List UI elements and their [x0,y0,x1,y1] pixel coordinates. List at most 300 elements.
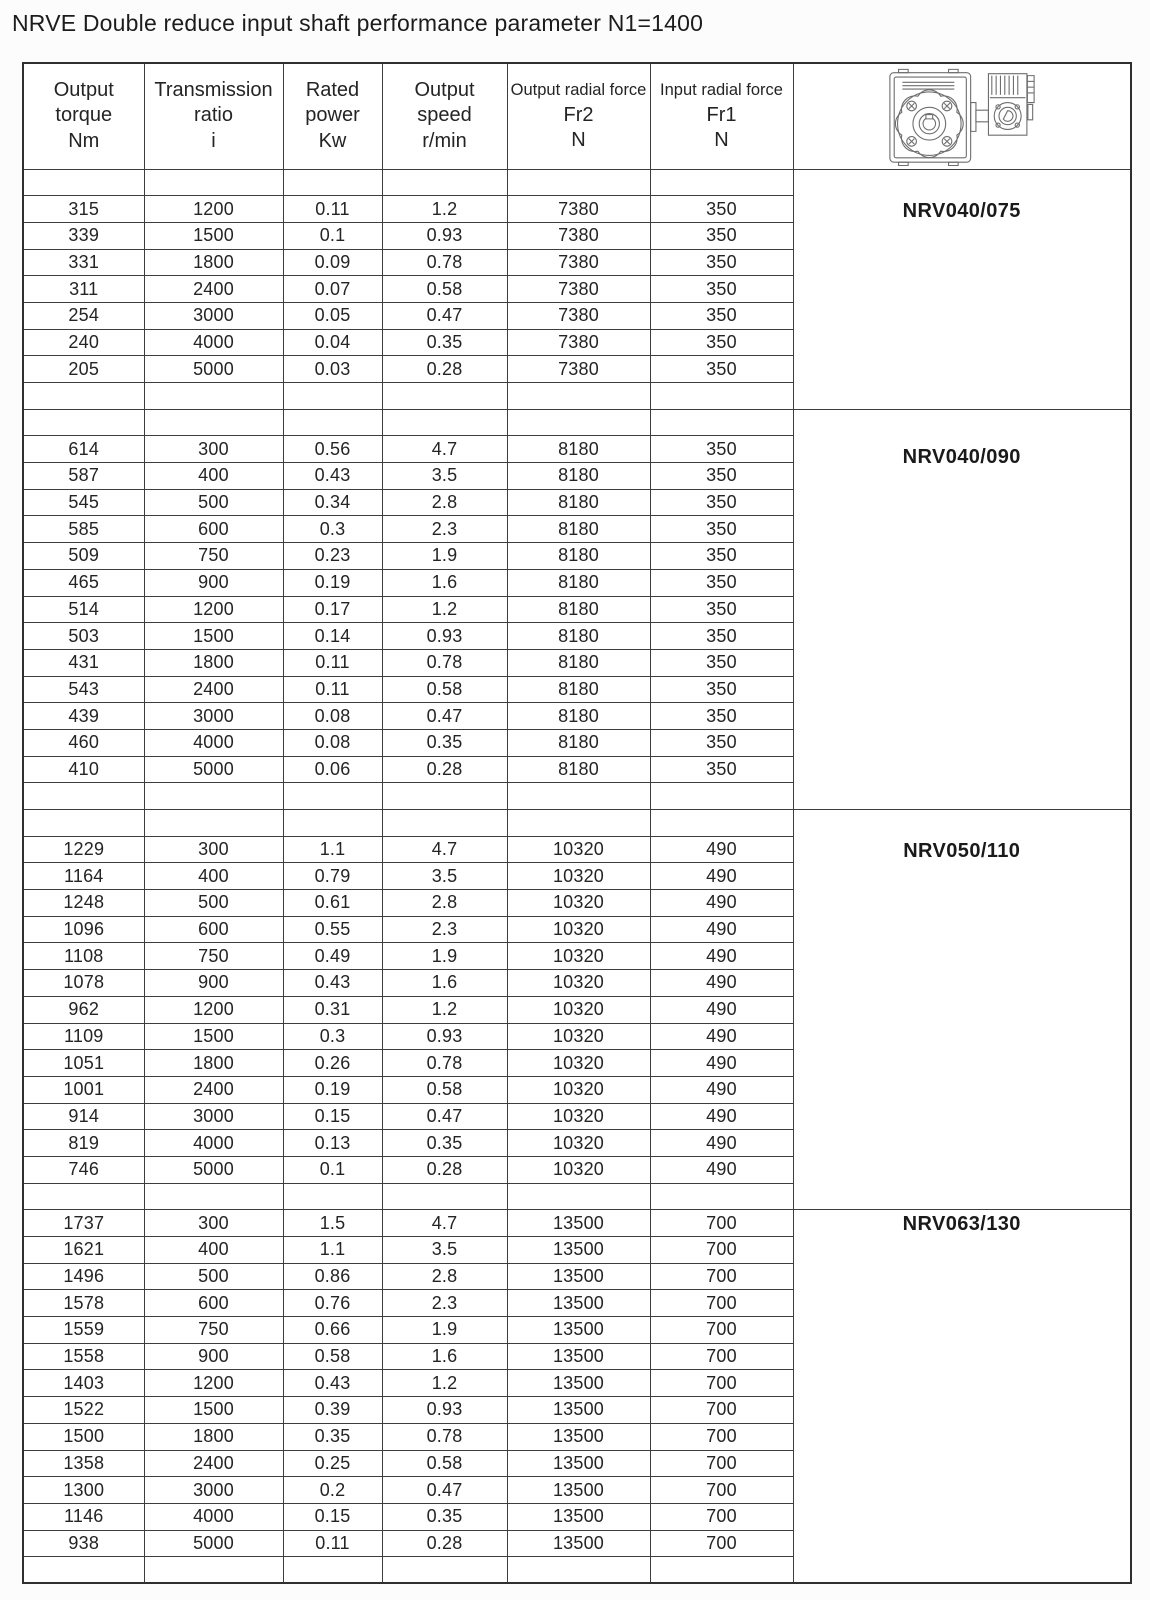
data-cell: 1096 [23,916,144,943]
header-line: i [211,130,216,153]
spacer-cell [23,169,144,196]
data-cell: 3000 [144,302,283,329]
spacer-cell [650,383,793,410]
data-cell: 750 [144,943,283,970]
data-cell: 350 [650,729,793,756]
data-cell: 13500 [507,1237,650,1264]
data-cell: 1500 [144,623,283,650]
data-cell: 509 [23,543,144,570]
spacer-cell [382,783,507,810]
data-cell: 1496 [23,1263,144,1290]
data-cell: 0.78 [382,1050,507,1077]
page-title: NRVE Double reduce input shaft performance parameter N1=1400 [12,10,704,36]
data-cell: 1621 [23,1237,144,1264]
data-cell: 0.55 [283,916,382,943]
data-cell: 700 [650,1530,793,1557]
header-line: Output [414,78,475,101]
data-cell: 8180 [507,516,650,543]
header-line: Fr1 [706,103,737,126]
data-cell: 0.15 [283,1503,382,1530]
data-cell: 350 [650,302,793,329]
data-cell: 0.15 [283,1103,382,1130]
header-line: Kw [318,130,347,153]
data-cell: 1078 [23,970,144,997]
data-cell: 0.78 [382,649,507,676]
data-cell: 0.19 [283,1076,382,1103]
data-cell: 3.5 [382,463,507,490]
data-cell: 0.49 [283,943,382,970]
data-cell: 490 [650,943,793,970]
data-cell: 900 [144,970,283,997]
data-cell: 0.93 [382,623,507,650]
spacer-cell [382,409,507,436]
model-cell [793,1210,1131,1584]
spacer-cell [650,810,793,837]
data-cell: 13500 [507,1343,650,1370]
data-cell: 700 [650,1503,793,1530]
data-cell: 8180 [507,436,650,463]
col-header-output-radial-force [507,63,650,169]
data-cell: 2400 [144,1450,283,1477]
data-cell: 8180 [507,623,650,650]
data-cell: 750 [144,543,283,570]
data-cell: 2.3 [382,1290,507,1317]
data-cell: 400 [144,863,283,890]
data-cell: 315 [23,196,144,223]
data-cell: 490 [650,1156,793,1183]
header-line: r/min [422,130,467,153]
data-cell: 750 [144,1317,283,1344]
data-cell: 311 [23,276,144,303]
data-cell: 3.5 [382,1237,507,1264]
data-cell: 1300 [23,1477,144,1504]
data-cell: 1737 [23,1210,144,1237]
spacer-cell [23,810,144,837]
data-cell: 0.11 [283,649,382,676]
data-cell: 0.28 [382,1530,507,1557]
data-cell: 0.28 [382,356,507,383]
data-cell: 0.35 [382,729,507,756]
col-header-transmission-ratio [144,63,283,169]
data-cell: 819 [23,1130,144,1157]
data-cell: 1500 [144,1397,283,1424]
data-cell: 587 [23,463,144,490]
spacer-cell [382,169,507,196]
model-cell [793,409,1131,809]
spacer-cell [23,383,144,410]
data-cell: 7380 [507,329,650,356]
data-cell: 13500 [507,1477,650,1504]
spacer-cell [382,1183,507,1210]
data-cell: 514 [23,596,144,623]
data-cell: 1500 [144,1023,283,1050]
data-cell: 1051 [23,1050,144,1077]
data-cell: 8180 [507,756,650,783]
data-cell: 1109 [23,1023,144,1050]
data-cell: 700 [650,1450,793,1477]
data-cell: 1.1 [283,836,382,863]
data-cell: 1500 [23,1423,144,1450]
header-line: Fr2 [563,103,594,126]
data-cell: 350 [650,489,793,516]
header-line: torque [55,104,113,127]
model-label: NRV063/130 [902,1213,1021,1236]
data-cell: 0.79 [283,863,382,890]
data-cell: 1558 [23,1343,144,1370]
model-cell [793,810,1131,1210]
spacer-cell [382,1557,507,1584]
data-cell: 439 [23,703,144,730]
performance-table [22,62,1132,1584]
data-cell: 7380 [507,196,650,223]
data-cell: 490 [650,1050,793,1077]
data-cell: 350 [650,596,793,623]
data-cell: 585 [23,516,144,543]
data-cell: 1403 [23,1370,144,1397]
data-cell: 1.9 [382,543,507,570]
data-cell: 0.78 [382,249,507,276]
data-cell: 8180 [507,543,650,570]
data-cell: 410 [23,756,144,783]
data-cell: 13500 [507,1423,650,1450]
data-cell: 0.47 [382,703,507,730]
data-cell: 8180 [507,649,650,676]
spacer-cell [144,783,283,810]
data-cell: 0.25 [283,1450,382,1477]
data-cell: 490 [650,916,793,943]
data-cell: 4000 [144,1130,283,1157]
header-line: Transmission [154,78,273,101]
data-cell: 490 [650,836,793,863]
spacer-cell [283,810,382,837]
data-cell: 10320 [507,863,650,890]
data-cell: 1.6 [382,1343,507,1370]
data-cell: 13500 [507,1503,650,1530]
data-cell: 1.6 [382,569,507,596]
data-cell: 3.5 [382,863,507,890]
data-cell: 543 [23,676,144,703]
data-cell: 0.93 [382,222,507,249]
data-cell: 0.3 [283,1023,382,1050]
spacer-cell [23,409,144,436]
data-cell: 0.47 [382,1103,507,1130]
data-cell: 700 [650,1397,793,1424]
data-cell: 7380 [507,302,650,329]
data-cell: 13500 [507,1317,650,1344]
spacer-cell [650,1557,793,1584]
data-cell: 700 [650,1237,793,1264]
data-cell: 2400 [144,676,283,703]
data-cell: 0.09 [283,249,382,276]
col-header-rated-power [283,63,382,169]
table-body [23,169,1131,1583]
data-cell: 13500 [507,1290,650,1317]
data-cell: 600 [144,916,283,943]
data-cell: 254 [23,302,144,329]
data-cell: 0.35 [382,1130,507,1157]
data-cell: 7380 [507,276,650,303]
data-cell: 7380 [507,249,650,276]
data-cell: 2.3 [382,516,507,543]
data-cell: 0.08 [283,703,382,730]
data-cell: 2.3 [382,916,507,943]
data-cell: 0.58 [382,1450,507,1477]
data-cell: 1800 [144,649,283,676]
data-cell: 4000 [144,729,283,756]
data-cell: 4.7 [382,436,507,463]
data-cell: 0.31 [283,996,382,1023]
data-cell: 350 [650,222,793,249]
data-cell: 10320 [507,1023,650,1050]
spacer-cell [144,409,283,436]
data-cell: 350 [650,569,793,596]
data-cell: 0.58 [382,276,507,303]
data-cell: 0.07 [283,276,382,303]
data-cell: 3000 [144,1103,283,1130]
spacer-cell [650,783,793,810]
data-cell: 13500 [507,1263,650,1290]
data-cell: 431 [23,649,144,676]
data-cell: 8180 [507,703,650,730]
gearbox-image-cell [793,63,1131,169]
data-cell: 400 [144,463,283,490]
data-cell: 350 [650,676,793,703]
data-cell: 1248 [23,890,144,917]
spacer-cell [650,409,793,436]
data-cell: 0.06 [283,756,382,783]
data-cell: 8180 [507,489,650,516]
data-cell: 10320 [507,836,650,863]
data-cell: 1800 [144,249,283,276]
data-cell: 500 [144,489,283,516]
header-line: N [571,129,586,152]
data-cell: 0.58 [283,1343,382,1370]
spacer-cell [507,810,650,837]
data-cell: 10320 [507,1076,650,1103]
data-cell: 1522 [23,1397,144,1424]
data-cell: 600 [144,516,283,543]
data-cell: 0.43 [283,1370,382,1397]
data-cell: 614 [23,436,144,463]
spacer-row [23,169,1131,196]
data-cell: 1.6 [382,970,507,997]
data-cell: 1200 [144,196,283,223]
data-cell: 5000 [144,1530,283,1557]
spacer-cell [507,169,650,196]
spacer-cell [23,1183,144,1210]
data-cell: 1200 [144,996,283,1023]
data-cell: 1200 [144,596,283,623]
spacer-cell [382,810,507,837]
data-cell: 0.58 [382,1076,507,1103]
data-cell: 490 [650,863,793,890]
data-cell: 5000 [144,1156,283,1183]
header-line: Nm [68,130,100,153]
data-cell: 350 [650,276,793,303]
table-row [23,1210,1131,1237]
data-cell: 500 [144,1263,283,1290]
data-cell: 5000 [144,756,283,783]
data-cell: 0.66 [283,1317,382,1344]
data-cell: 962 [23,996,144,1023]
data-cell: 339 [23,222,144,249]
data-cell: 0.17 [283,596,382,623]
model-label: NRV040/090 [902,445,1021,468]
data-cell: 8180 [507,569,650,596]
data-cell: 465 [23,569,144,596]
model-cell [793,169,1131,409]
data-cell: 1.9 [382,943,507,970]
data-cell: 1800 [144,1423,283,1450]
data-cell: 350 [650,516,793,543]
data-cell: 0.93 [382,1023,507,1050]
data-cell: 0.93 [382,1397,507,1424]
data-cell: 0.23 [283,543,382,570]
spacer-cell [507,409,650,436]
data-cell: 0.13 [283,1130,382,1157]
data-cell: 1200 [144,1370,283,1397]
spacer-cell [144,1557,283,1584]
data-cell: 7380 [507,356,650,383]
spacer-cell [23,1557,144,1584]
spacer-cell [382,383,507,410]
data-cell: 300 [144,1210,283,1237]
data-cell: 8180 [507,729,650,756]
data-cell: 700 [650,1477,793,1504]
data-cell: 350 [650,249,793,276]
data-cell: 1.2 [382,196,507,223]
data-cell: 1559 [23,1317,144,1344]
data-cell: 4.7 [382,1210,507,1237]
data-cell: 10320 [507,916,650,943]
data-cell: 490 [650,970,793,997]
spacer-cell [144,810,283,837]
header-line: power [305,104,360,127]
data-cell: 0.08 [283,729,382,756]
data-cell: 900 [144,569,283,596]
spacer-row [23,409,1131,436]
data-cell: 2.8 [382,489,507,516]
data-cell: 10320 [507,1156,650,1183]
data-cell: 700 [650,1263,793,1290]
data-cell: 350 [650,356,793,383]
data-cell: 3000 [144,703,283,730]
data-cell: 10320 [507,1130,650,1157]
spacer-cell [507,783,650,810]
data-cell: 0.61 [283,890,382,917]
data-cell: 700 [650,1423,793,1450]
data-cell: 746 [23,1156,144,1183]
data-cell: 1108 [23,943,144,970]
data-cell: 3000 [144,1477,283,1504]
data-cell: 0.43 [283,463,382,490]
data-cell: 0.56 [283,436,382,463]
data-cell: 1.9 [382,1317,507,1344]
data-cell: 10320 [507,1050,650,1077]
data-cell: 0.1 [283,1156,382,1183]
data-cell: 0.1 [283,222,382,249]
data-cell: 0.3 [283,516,382,543]
gearbox-drawing [882,66,1042,166]
col-header-output-torque [23,63,144,169]
data-cell: 1.2 [382,1370,507,1397]
spacer-cell [23,783,144,810]
data-cell: 7380 [507,222,650,249]
data-cell: 2.8 [382,890,507,917]
data-cell: 545 [23,489,144,516]
data-cell: 0.39 [283,1397,382,1424]
data-cell: 300 [144,836,283,863]
data-cell: 1358 [23,1450,144,1477]
data-cell: 8180 [507,676,650,703]
data-cell: 1800 [144,1050,283,1077]
data-cell: 350 [650,703,793,730]
data-cell: 914 [23,1103,144,1130]
spacer-cell [650,1183,793,1210]
data-cell: 8180 [507,596,650,623]
header-line: Rated [305,78,360,101]
data-cell: 350 [650,623,793,650]
data-cell: 2400 [144,1076,283,1103]
data-cell: 0.19 [283,569,382,596]
spacer-cell [283,169,382,196]
data-cell: 1146 [23,1503,144,1530]
data-cell: 0.47 [382,302,507,329]
data-cell: 350 [650,436,793,463]
data-cell: 350 [650,649,793,676]
data-cell: 13500 [507,1530,650,1557]
data-cell: 938 [23,1530,144,1557]
data-cell: 10320 [507,970,650,997]
header-line: N [714,129,729,152]
data-cell: 490 [650,1023,793,1050]
spacer-cell [283,409,382,436]
data-cell: 13500 [507,1450,650,1477]
data-cell: 1229 [23,836,144,863]
data-cell: 1578 [23,1290,144,1317]
spacer-cell [144,1183,283,1210]
model-label: NRV050/110 [903,840,1021,862]
data-cell: 350 [650,463,793,490]
data-cell: 331 [23,249,144,276]
data-cell: 0.11 [283,196,382,223]
data-cell: 0.76 [283,1290,382,1317]
data-cell: 1500 [144,222,283,249]
spacer-cell [144,383,283,410]
data-cell: 0.14 [283,623,382,650]
data-cell: 490 [650,1076,793,1103]
data-cell: 13500 [507,1370,650,1397]
data-cell: 10320 [507,1103,650,1130]
data-cell: 0.2 [283,1477,382,1504]
data-cell: 0.26 [283,1050,382,1077]
data-cell: 0.78 [382,1423,507,1450]
header-line: Output [53,78,114,101]
data-cell: 1.5 [283,1210,382,1237]
data-cell: 1.2 [382,996,507,1023]
model-label: NRV040/075 [902,199,1021,222]
data-cell: 0.28 [382,756,507,783]
data-cell: 0.11 [283,1530,382,1557]
spacer-cell [144,169,283,196]
data-cell: 8180 [507,463,650,490]
col-header-input-radial-force [650,63,793,169]
data-cell: 205 [23,356,144,383]
data-cell: 0.35 [382,329,507,356]
data-cell: 2400 [144,276,283,303]
data-cell: 2.8 [382,1263,507,1290]
spacer-cell [283,383,382,410]
